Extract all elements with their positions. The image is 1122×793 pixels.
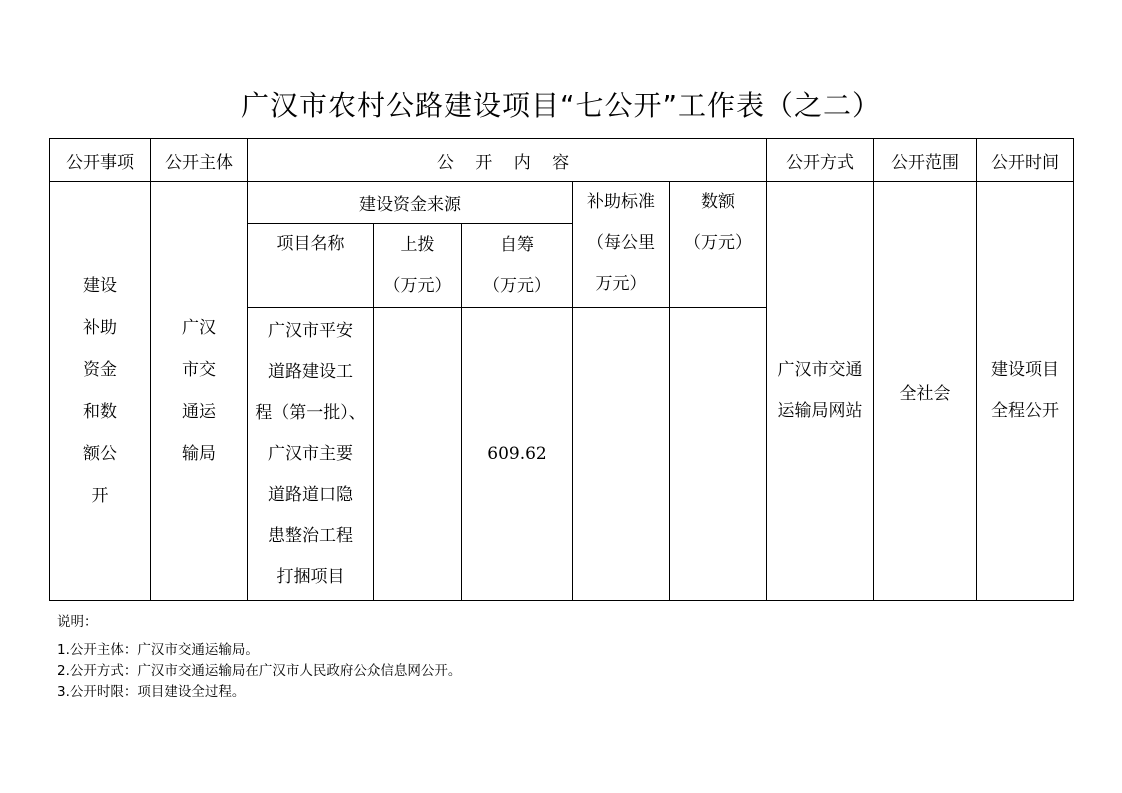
subheader-allocated: 上拨 （万元） bbox=[374, 224, 462, 308]
page-title: 广汉市农村公路建设项目“七公开”工作表（之二） bbox=[240, 89, 881, 122]
note-item: 2.公开方式：广汉市交通运输局在广汉市人民政府公众信息网公开。 bbox=[57, 663, 462, 679]
subheader-amount: 数额 （万元） bbox=[670, 182, 767, 308]
header-method: 公开方式 bbox=[767, 139, 874, 182]
header-time: 公开时间 bbox=[977, 139, 1074, 182]
cell-time: 建设项目 全程公开 bbox=[977, 182, 1074, 601]
subheader-row-1 bbox=[50, 182, 1074, 224]
subheader-self-raised: 自筹 （万元） bbox=[462, 224, 573, 308]
header-item: 公开事项 bbox=[50, 139, 151, 182]
cell-scope: 全社会 bbox=[874, 182, 977, 601]
header-subject: 公开主体 bbox=[151, 139, 248, 182]
subheader-subsidy-std: 补助标准 （每公里 万元） bbox=[573, 182, 670, 308]
cell-method: 广汉市交通 运输局网站 bbox=[767, 182, 874, 601]
subheader-fund-source: 建设资金来源 bbox=[248, 182, 573, 224]
disclosure-table bbox=[49, 138, 1074, 601]
notes-heading: 说明： bbox=[57, 614, 98, 630]
cell-subject: 广汉 市交 通运 输局 bbox=[151, 182, 248, 601]
note-item: 1.公开主体：广汉市交通运输局。 bbox=[57, 642, 259, 658]
header-scope: 公开范围 bbox=[874, 139, 977, 182]
cell-allocated bbox=[374, 308, 462, 601]
notes-section bbox=[57, 612, 461, 703]
cell-item: 建设 补助 资金 和数 额公 开 bbox=[50, 182, 151, 601]
cell-project-name: 广汉市平安 道路建设工 程（第一批）、 广汉市主要 道路道口隐 患整治工程 打捆项目 bbox=[248, 308, 374, 601]
cell-amount bbox=[670, 308, 767, 601]
header-row bbox=[50, 139, 1074, 182]
cell-subsidy-std bbox=[573, 308, 670, 601]
note-item: 3.公开时限：项目建设全过程。 bbox=[57, 684, 246, 700]
subheader-project-name: 项目名称 bbox=[248, 224, 374, 308]
cell-self-raised: 609.62 bbox=[462, 308, 573, 601]
header-content: 公 开 内 容 bbox=[248, 139, 767, 182]
